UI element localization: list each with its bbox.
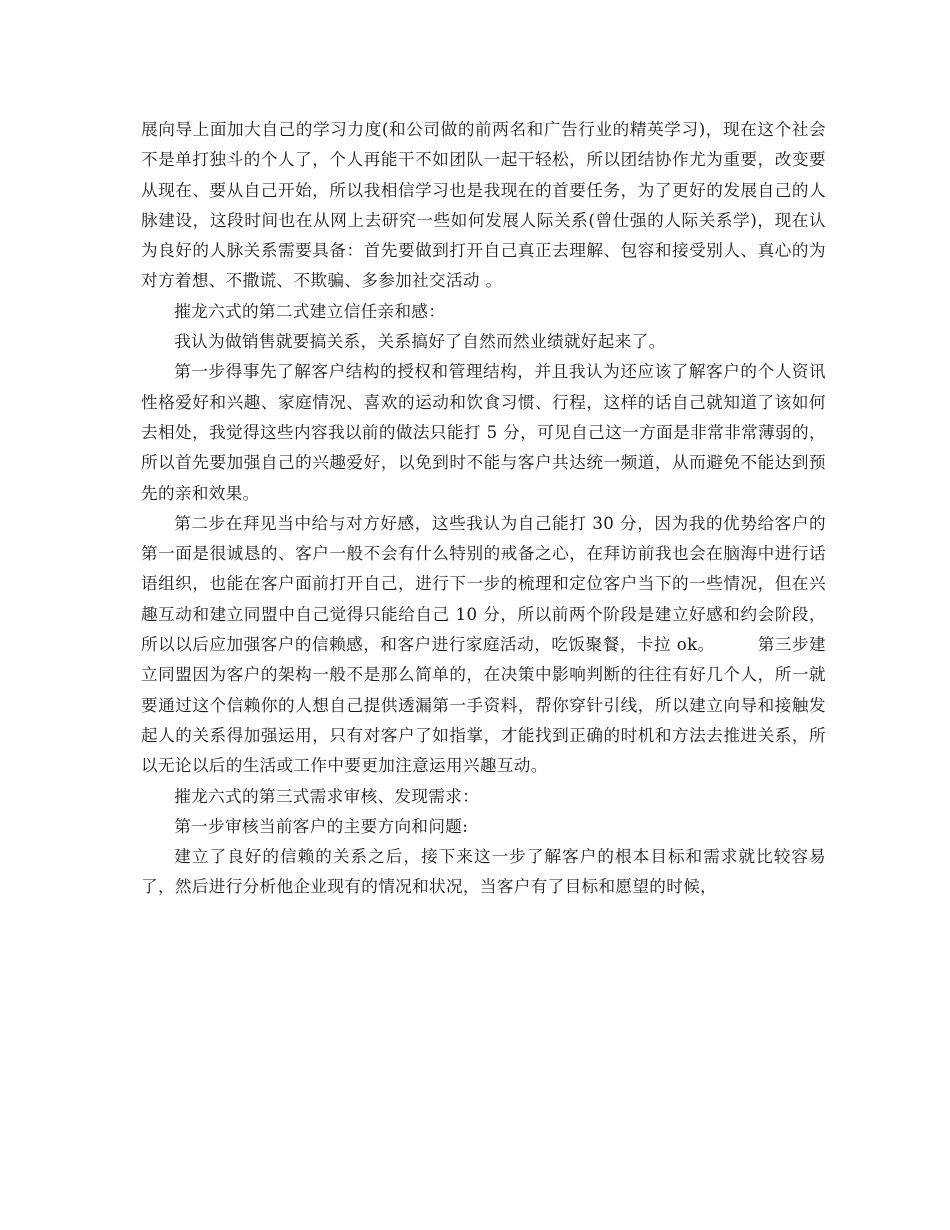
paragraph-heading-second-style: 摧龙六式的第二式建立信任亲和感： <box>174 301 446 321</box>
document-body <box>141 115 826 903</box>
paragraph-trust-relationship: 建立了良好的信赖的关系之后，接下来这一步了解客户的根本目标和需求就比较容易了，然后进行分析他企业现有的情况和状况，当客户有了目标和愿望的时候， <box>141 847 826 897</box>
paragraph-sales-relationship: 我认为做销售就要搞关系，关系搞好了自然而然业绩就好起来了。 <box>174 332 666 352</box>
paragraph-heading-third-style: 摧龙六式的第三式需求审核、发现需求： <box>174 786 480 806</box>
paragraph-continuation: 展向导上面加大自己的学习力度(和公司做的前两名和广告行业的精英学习)，现在这个社会不是单打独斗的个人了，个人再能干不如团队一起干轻松，所以团结协作尤为重要，改变要从现在、要从自己开始，所以我相信学习也是我现在的首要任务，为了更好的发展自己的人脉建设，这段时间也在从网上去研究一些如何发展人际关系(曾仕强的人际关系学)，现在认为良好的人脉关系需要具备：首先要做到打开自己真正去理解、包容和接受别人、真心的为对方着想、不撒谎、不欺骗、多参加社交活动 。 <box>141 120 826 291</box>
paragraph-step-two-three: 第二步在拜见当中给与对方好感，这些我认为自己能打 30 分，因为我的优势给客户的第一面是很诚恳的、客户一般不会有什么特别的戒备之心，在拜访前我也会在脑海中进行话语组织，也能在客户面前打开自己，进行下一步的梳理和定位客户当下的一些情况，但在兴趣互动和建立同盟中自己觉得只能给自己 10 分，所以前两个阶段是建立好感和约会阶段，所以以后应加强客户的信赖感，和客户进行家庭活动，吃饭聚餐，卡拉 ok。 第三步建立同盟因为客户的架构一般不是那么简单的，在决策中影响判断的往往有好几个人，所一就要通过这个信赖你的人想自己提供透漏第一手资料，帮你穿针引线，所以建立向导和接触发起人的关系得加强运用，只有对客户了如指掌，才能找到正确的时机和方法去推进关系，所以无论以后的生活或工作中要更加注意运用兴趣互动。 <box>141 513 826 776</box>
paragraph-step-one: 第一步得事先了解客户结构的授权和管理结构，并且我认为还应该了解客户的个人资讯性格爱好和兴趣、家庭情况、喜欢的运动和饮食习惯、行程，这样的话自己就知道了该如何去相处，我觉得这些内容我以前的做法只能打 5 分，可见自己这一方面是非常非常薄弱的，所以首先要加强自己的兴趣爱好，以免到时不能与客户共达统一频道，从而避免不能达到预先的亲和效果。 <box>141 362 826 503</box>
paragraph-audit-step-one: 第一步审核当前客户的主要方向和问题: <box>174 816 469 836</box>
